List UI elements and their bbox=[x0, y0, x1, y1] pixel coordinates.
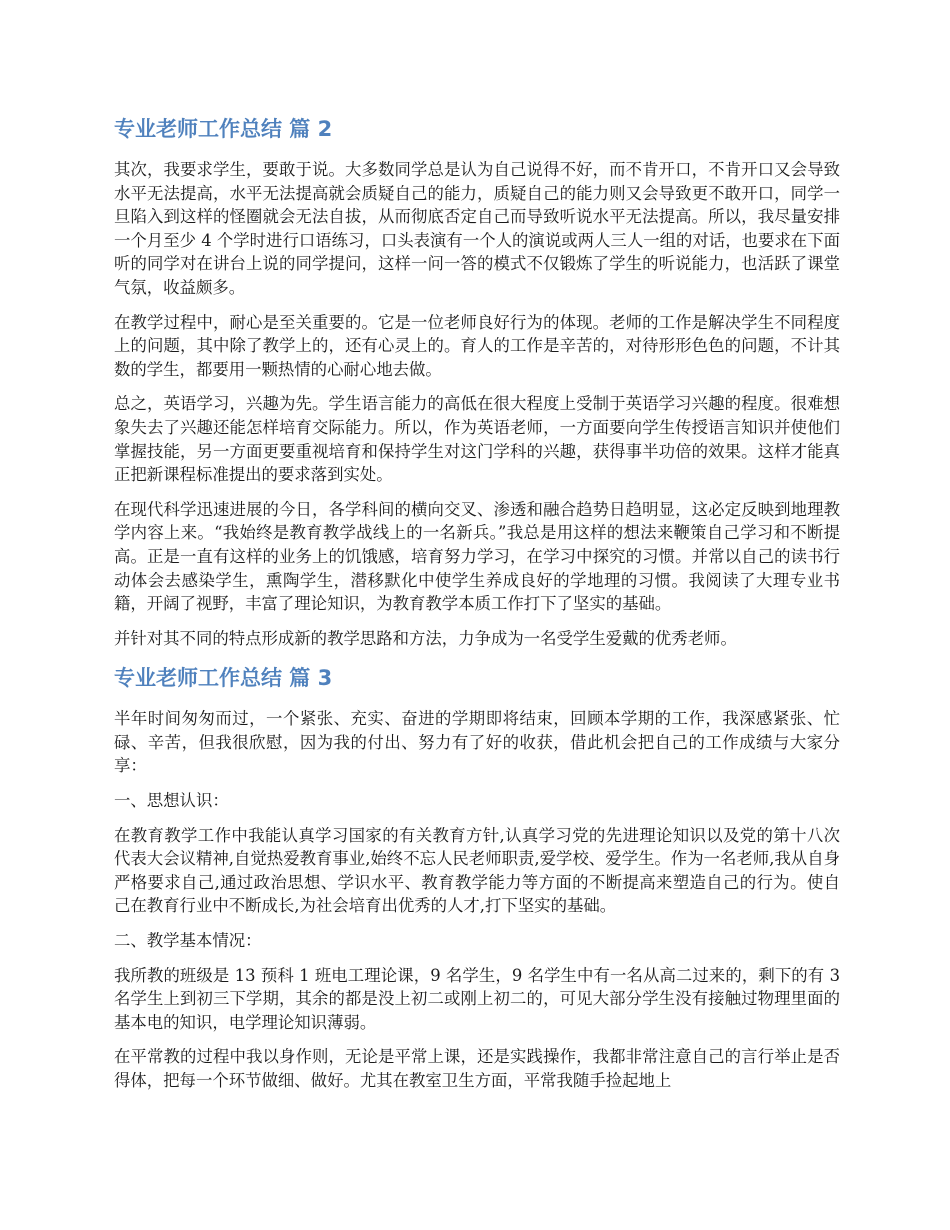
paragraph: 我所教的班级是 13 预科 1 班电工理论课，9 名学生，9 名学生中有一名从高二过来的，剩下的有 3 名学生上到初三下学期，其余的都是没上初二或刚上初二的，可见大部分学生没有接触过物理里面的基本电的知识，电学理论知识薄弱。 bbox=[114, 965, 840, 1032]
paragraph: 并针对其不同的特点形成新的教学思路和方法，力争成为一名受学生爱戴的优秀老师。 bbox=[114, 628, 737, 648]
section-title: 专业老师工作总结 篇 2 bbox=[114, 117, 333, 141]
subheading: 二、教学基本情况： bbox=[114, 931, 262, 951]
paragraph: 在教学过程中，耐心是至关重要的。它是一位老师良好行为的体现。老师的工作是解决学生不同程度上的问题，其中除了教学上的，还有心灵上的。育人的工作是辛苦的，对待形形色色的问题，不计其数的学生，都要用一颗热情的心耐心地去做。 bbox=[114, 312, 840, 379]
paragraph: 在现代科学迅速进展的今日，各学科间的横向交叉、渗透和融合趋势日趋明显，这必定反映到地理教学内容上来。“我始终是教育教学战线上的一名新兵。”我总是用这样的想法来鞭策自己学习和不断提高。正是一直有这样的业务上的饥饿感，培育努力学习，在学习中探究的习惯。并常以自己的读书行动体会去感染学生，熏陶学生，潜移默化中使学生养成良好的学地理的习惯。我阅读了大理专业书籍，开阔了视野，丰富了理论知识，为教育教学本质工作打下了坚实的基础。 bbox=[114, 499, 840, 614]
document-page bbox=[114, 112, 840, 1104]
section-title: 专业老师工作总结 篇 3 bbox=[114, 666, 333, 691]
paragraph: 总之，英语学习，兴趣为先。学生语言能力的高低在很大程度上受制于英语学习兴趣的程度。很难想象失去了兴趣还能怎样培育交际能力。所以，作为英语老师，一方面要向学生传授语言知识并使他们掌握技能，另一方面更要重视培育和保持学生对这门学科的兴趣，获得事半功倍的效果。这样才能真正把新课程标准提出的要求落到实处。 bbox=[114, 394, 840, 485]
paragraph: 其次，我要求学生，要敢于说。大多数同学总是认为自己说得不好，而不肯开口，不肯开口又会导致水平无法提高，水平无法提高就会质疑自己的能力，质疑自己的能力则又会导致更不敢开口，同学一旦陷入到这样的怪圈就会无法自拔，从而彻底否定自己而导致听说水平无法提高。所以，我尽量安排一个月至少 4 个学时进行口语练习，口头表演有一个人的演说或两人三人一组的对话，也要求在下面听的同学对在讲台上说的同学提问，这样一问一答的模式不仅锻炼了学生的听说能力，也活跃了课堂气氛，收益颇多。 bbox=[114, 160, 840, 297]
paragraph: 半年时间匆匆而过，一个紧张、充实、奋进的学期即将结束，回顾本学期的工作，我深感紧张、忙碌、辛苦，但我很欣慰，因为我的付出、努力有了好的收获，借此机会把自己的工作成绩与大家分享： bbox=[114, 709, 840, 776]
paragraph: 在平常教的过程中我以身作则，无论是平常上课，还是实践操作，我都非常注意自己的言行举止是否得体，把每一个环节做细、做好。尤其在教室卫生方面，平常我随手捡起地上 bbox=[114, 1047, 840, 1090]
subheading: 一、思想认识： bbox=[114, 791, 229, 811]
paragraph: 在教育教学工作中我能认真学习国家的有关教育方针,认真学习党的先进理论知识以及党的第十八次代表大会议精神,自觉热爱教育事业,始终不忘人民老师职责,爱学校、爱学生。作为一名老师,我从自身严格要求自己,通过政治思想、学识水平、教育教学能力等方面的不断提高来塑造自己的行为。使自己在教育行业中不断成长,为社会培育出优秀的人才,打下坚实的基础。 bbox=[114, 825, 840, 916]
